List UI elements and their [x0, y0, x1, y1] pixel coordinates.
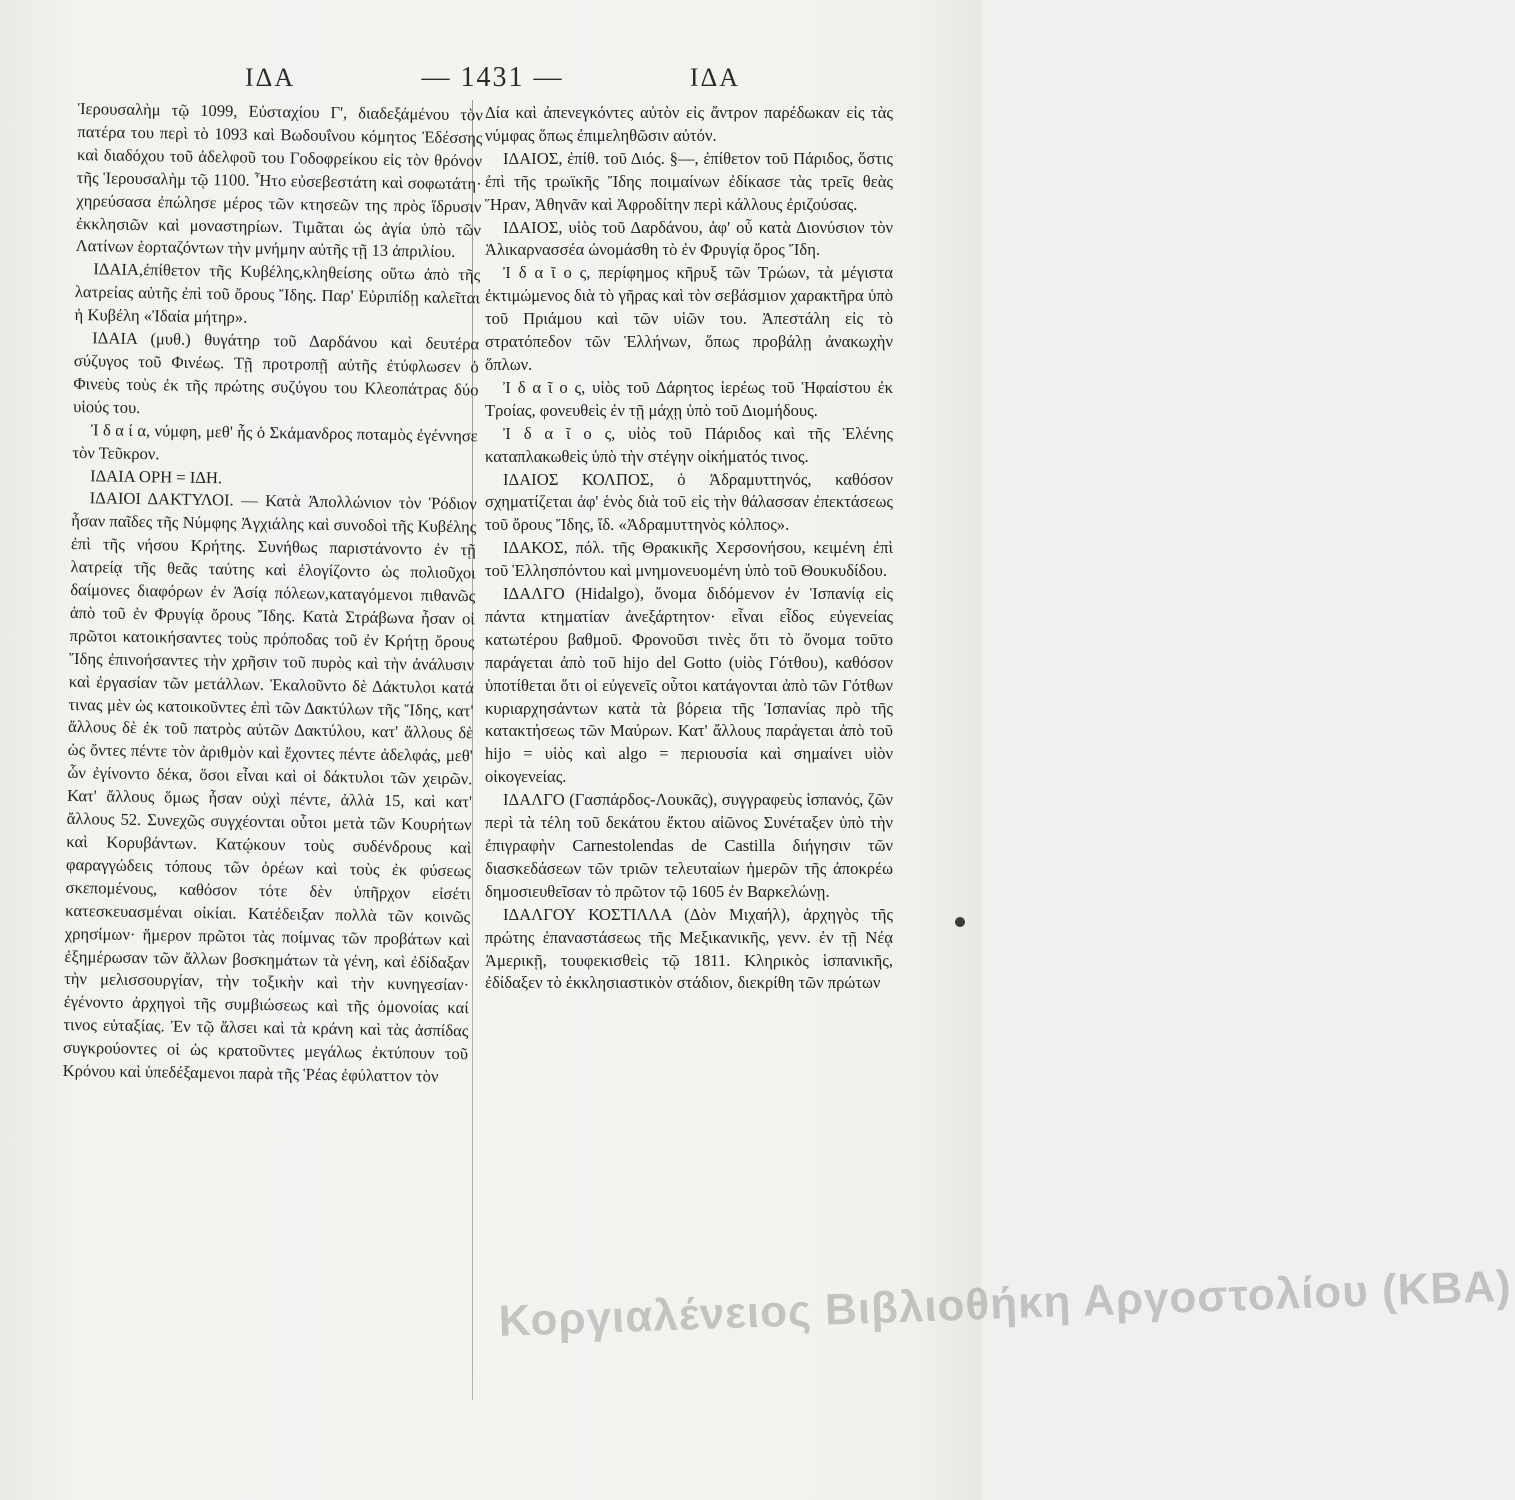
library-watermark: Κοργιαλένειος Βιβλιοθήκη Αργοστολίου (ΚΒΑ) — [497, 1261, 1513, 1347]
entry-idalgo-gaspardos: ΙΔΑΛΓΟ (Γασπάρδος-Λουκᾶς), συγγραφεὺς ἱσπανός, ζῶν περὶ τὰ τέλη τοῦ δεκάτου ἕκτου αἰῶνος Συνέταξεν ὑπὸ τὴν ἐπιγραφὴν Carnestolendas de Castilla διήγησιν τῶν διασκεδάσεων τῶν τριῶν τελευταίων ἡμερῶν τῆς ἀποκρέω δημοσιευθεῖσαν τὸ πρῶτον τῷ 1605 ἐν Βαρκελώνῃ. — [485, 790, 893, 901]
entry-idaios-dares: Ἰ δ α ῖ ο ς, υἱὸς τοῦ Δάρητος ἱερέως τοῦ Ἡφαίστου ἐκ Τροίας, φονευθεὶς ἐν τῇ μάχῃ ὑπὸ τοῦ Διομήδους. — [485, 377, 893, 420]
entry-idaios-herald: Ἰ δ α ῖ ο ς, περίφημος κῆρυξ τῶν Τρώων, τὰ μέγιστα ἐκτιμώμενος διὰ τὸ γῆρας καὶ τὸν σεβάσμιον χαρακτῆρα ὑπὸ τοῦ Πριάμου καὶ τῶν υἱῶν του. Ἀπεστάλη εἰς τὸ στρατόπεδον τῶν Ἑλλήνων, ὅπως προβάλῃ ἀνακωχὴν ὅπλων. — [485, 263, 893, 374]
entry-idaia-ori: ΙΔΑΙΑ ΟΡΗ = ΙΔΗ. — [89, 465, 223, 487]
header-page-number: — 1431 — — [421, 62, 564, 93]
header-left: ΙΔΑ — [245, 63, 296, 92]
margin-dot — [955, 917, 965, 927]
entry-idaios-epithet: ΙΔΑΙΟΣ, ἐπίθ. τοῦ Διός. §—, ἐπίθετον τοῦ Πάριδος, ὅστις ἐπὶ τῆς τρωϊκῆς Ἴδης ποιμαίνων ἐδίκασε τὰς τρεῖς θεὰς Ἥραν, Ἀθηνᾶν καὶ Ἀφροδίτην περὶ κάλλους ἐριζούσας. — [485, 148, 893, 214]
entry-idalgou-kostilla: ΙΔΑΛΓΟΥ ΚΟΣΤΙΛΛΑ (Δὸν Μιχαήλ), ἀρχηγὸς τῆς πρώτης ἐπαναστάσεως τῆς Μεξικανικῆς, γενν. ἐν τῇ Νέᾳ Ἀμερικῇ, τουφεκισθεὶς τῷ 1811. Κληρικὸς ἱσπανικῆς, ἐδίδαξεν τὸ ἐκκλησιαστικὸν στάδιον, διεκρίθη τῶν πρώτων — [485, 904, 893, 993]
running-header — [60, 58, 900, 98]
entry-idaios-kolpos: ΙΔΑΙΟΣ ΚΟΛΠΟΣ, ὁ Ἀδραμυττηνός, καθόσον σχηματίζεται ἀφ' ἑνὸς διὰ τοῦ εἰς τὴν θάλασσαν ἐπεκτάσεως τοῦ ὄρους Ἴδης, ἴδ. «Ἀδραμυττηνὸς κόλπος». — [485, 469, 893, 535]
entry-continuation: Ἱερουσαλὴμ τῷ 1099, Εὐσταχίου Γ', διαδεξάμένου τὸν πατέρα του περὶ τὸ 1093 καὶ Βωδουΐνου κόμητος Ἐδέσσης καὶ διαδόχου τοῦ ἀδελφοῦ του Γοδοφρείκου εἰς τὸν θρόνον τῆς Ἱερουσαλὴμ τῷ 1100. Ἦτο εὐσεβεστάτη καὶ σοφωτάτη· χηρεύσασα ἐπώλησε μέρος τῶν κτησεῶν της πρὸς ἵδρυσιν ἐκκλησιῶν καὶ μοναστηρίων. Τιμᾶται ὡς ἁγία ὑπὸ τῶν Λατίνων ἑορταζόντων τὴν μνήμην αὐτῆς τῇ 13 ἀπριλίου. — [75, 98, 483, 262]
header-right: ΙΔΑ — [689, 63, 740, 92]
entry-idaios-dardanos: ΙΔΑΙΟΣ, υἱὸς τοῦ Δαρδάνου, ἀφ' οὗ κατὰ Διονύσιον τὸν Ἁλικαρνασσέα ὠνομάσθη τὸ ἐν Φρυγίᾳ ὄρος Ἴδη. — [485, 217, 893, 260]
entry-continuation-right: Δία καὶ ἀπενεγκόντες αὐτὸν εἰς ἄντρον παρέδωκαν εἰς τὰς νύμφας ὅπως ἐπιμεληθῶσιν αὐτόν. — [485, 103, 893, 145]
entry-idaia-myth: ΙΔΑΙΑ (μυθ.) θυγάτηρ τοῦ Δαρδάνου καὶ δευτέρα σύζυγος τοῦ Φινέως. Τῇ προτροπῇ αὐτῆς ἐτύφλωσεν ὁ Φινεὺς τοὺς ἐκ τῆς πρώτης συζύγου του Κλεοπάτρας δύο υἱούς του. — [73, 328, 480, 417]
entry-idakos: ΙΔΑΚΟΣ, πόλ. τῆς Θρακικῆς Χερσονήσου, κειμένη ἐπὶ τοῦ Ἑλλησπόντου καὶ μνημονευομένη ὑπὸ τοῦ Θουκυδίδου. — [485, 538, 893, 581]
entry-idaios-paris: Ἰ δ α ῖ ο ς, υἱὸς τοῦ Πάριδος καὶ τῆς Ἑλένης καταπλακωθεὶς ὑπὸ τὴν στέγην οἰκήματός τινος. — [485, 423, 893, 466]
entry-idaioi-daktyloi: ΙΔΑΙΟΙ ΔΑΚΤΥΛΟΙ. — Κατὰ Ἀπολλώνιον τὸν Ῥόδιον ἦσαν παῖδες τῆς Νύμφης Ἀγχιάλης καὶ συνοδοὶ τῆς Κυβέλης ἐπὶ τῆς νήσου Κρήτης. Συνήθως παριστάνοντο ἐν τῇ λατρείᾳ τῆς θεᾶς ταύτης καὶ ἐλογίζοντο ὡς πολιοῦχοι δαίμονες διαφόρων ἐν Ἀσίᾳ πόλεων,καταγόμενοι πιθανῶς ἀπὸ τοῦ ἐν Φρυγίᾳ ὄρους Ἴδης. Κατὰ Στράβωνα ἦσαν οἱ πρῶτοι κατοικήσαντες τοὺς πρόποδας τοῦ ἐν Κρήτῃ ὄρους Ἴδης ἐπινοήσαντες τὴν χρῆσιν τοῦ πυρὸς καὶ τὴν ἀνάλυσιν καὶ ἐργασίαν τῶν μετάλλων. Ἐκαλοῦντο δὲ Δάκτυλοι κατά τινας μὲν ὡς κατοικοῦντες ἐπὶ τῶν Δακτύλων τῆς Ἴδης, κατ' ἄλλους δὲ ἐκ τοῦ πατρὸς αὐτῶν Δακτύλου, κατ' ἄλλους δὲ ὡς ὄντες πέντε τὸν ἀριθμὸν καὶ ἔχοντες πέντε ἀδελφάς, μεθ' ὧν ἐγίνοντο δέκα, ὅσοι εἶναι καὶ οἱ δάκτυλοι τῶν χειρῶν. Κατ' ἄλλους ὅμως ἦσαν οὐχὶ πέντε, ἀλλὰ 15, καὶ κατ' ἄλλους 52. Συνεχῶς συγχέονται οὗτοι μετὰ τῶν Κουρήτων καὶ Κορυβάντων. Κατῴκουν τοὺς συδένδρους καὶ φαραγγώδεις τόπους τῶν ὀρέων καὶ τοὺς ἐκ φύσεως σκεπομένους, καθόσον τότε δὲν ὑπῆρχον εἰσέτι κατεσκευασμέναι οἰκίαι. Κατέδειξαν πολλὰ τῶν κοινῶς χρησίμων· ἥμερον πρῶτοι τὰς ποίμνας τῶν προβάτων καὶ ἐξημέρωσαν τῶν ἄλλων βοσκημάτων τὰ γένη, καὶ ἐδίδαξαν τὴν μελισσουργίαν, τὴν τοξικὴν καὶ τὴν κυνηγεσίαν· ἐγένοντο ἀρχηγοὶ τῆς συμβιώσεως καὶ τῆς ὁμονοίας καί τινος εὐταξίας. Ἐν τῷ ἄλσει καὶ τὰ κράνη καὶ τὰς ἀσπίδας συγκρούοντες οἱ ὡς κρατοῦντες μεγάλως ἐκτύπουν τοῦ Κρόνου καὶ ὑπεδέξαμενοι παρὰ τῆς Ῥέας ἐφύλαττον τὸν — [62, 488, 477, 1086]
entry-idaia-nymph: Ἰ δ α ί α, νύμφη, μεθ' ἧς ὁ Σκάμανδρος ποταμὸς ἐγέννησε τὸν Τεῦκρον. — [72, 419, 478, 463]
entry-idalgo-hidalgo: ΙΔΑΛΓΟ (Hidalgo), ὄνομα διδόμενον ἐν Ἱσπανίᾳ εἰς πάντα κτηματίαν ἀνεξάρτητον· εἶναι εἶδος εὐγενείας κατωτέρου βαθμοῦ. Φρονοῦσι τινὲς ὅτι τὸ ὄνομα τοῦτο παράγεται ἀπὸ τοῦ hijo del Gotto (υἱὸς Γότθου), καθόσον ὑποτίθεται ὅτι οἱ εὐγενεῖς οὗτοι κατάγονται ἀπὸ τῶν Γότθων κυριαρχησάντων κατὰ τὰ βόρεια τῆς Ἱσπανίας πρὸ τῆς κατακτήσεως τῶν Μαύρων. Κατ' ἄλλους παράγεται ἀπὸ τοῦ hijo = υἱὸς καὶ algo = περιουσία καὶ σημαίνει υἱὸν οἰκογενείας. — [485, 584, 893, 787]
entry-idaia-epithet: ΙΔΑΙΑ,ἐπίθετον τῆς Κυβέλης,κληθείσης οὕτω ἀπὸ τῆς λατρείας αὐτῆς ἐπὶ τοῦ ὄρους Ἴδης. Παρ' Εὐριπίδῃ καλεῖται ἡ Κυβέλη «Ἰδαία μήτηρ». — [74, 259, 481, 327]
left-column — [63, 98, 483, 1089]
right-column — [485, 102, 893, 995]
